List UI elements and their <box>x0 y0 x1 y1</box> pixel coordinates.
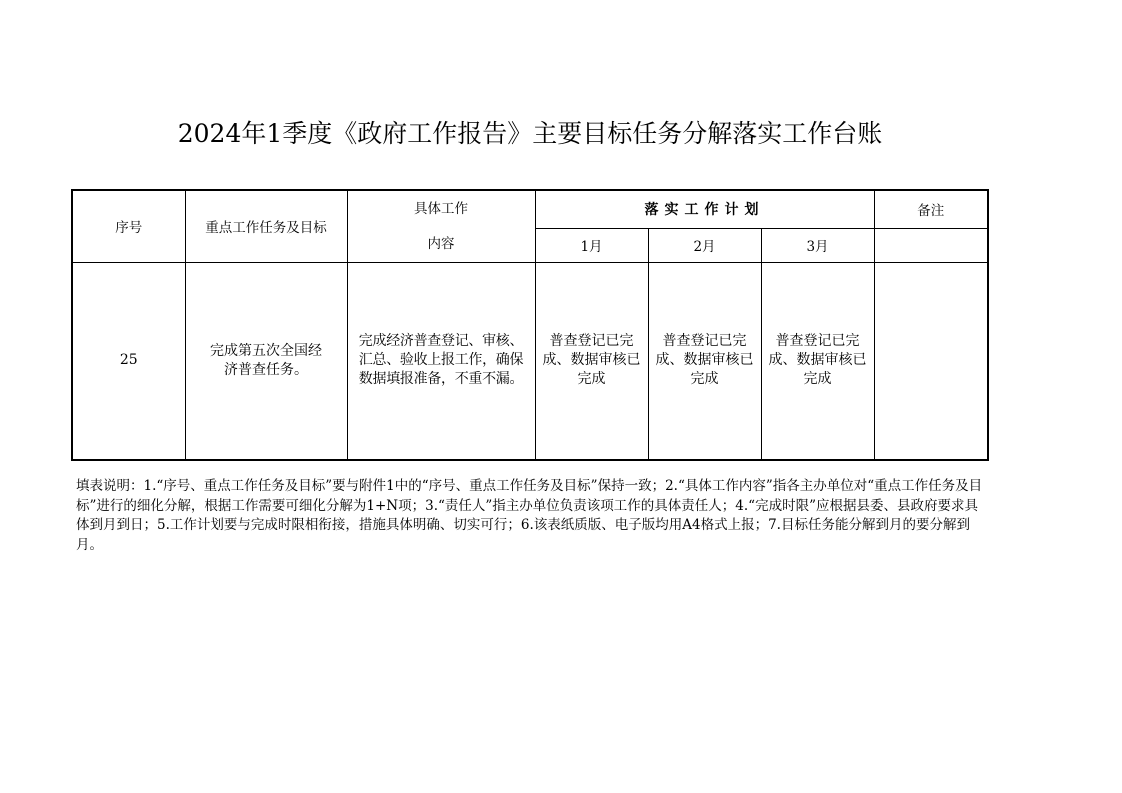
row-seq: 25 <box>72 262 185 460</box>
row-month-3: 普查登记已完成、数据审核已完成 <box>761 262 874 460</box>
header-month-2: 2月 <box>648 228 761 262</box>
header-content-bottom: 内容 <box>427 236 455 253</box>
header-remark-blank <box>874 228 988 262</box>
row-task: 完成第五次全国经济普查任务。 <box>185 262 347 460</box>
table-row <box>72 262 988 460</box>
header-row <box>72 190 988 228</box>
row-month-2: 普查登记已完成、数据审核已完成 <box>648 262 761 460</box>
task-ledger-table <box>71 189 989 461</box>
header-content <box>347 190 535 262</box>
header-task: 重点工作任务及目标 <box>185 190 347 262</box>
row-remark <box>874 262 988 460</box>
header-plan: 落实工作计划 <box>535 190 874 228</box>
row-month-1: 普查登记已完成、数据审核已完成 <box>535 262 648 460</box>
row-content: 完成经济普查登记、审核、汇总、验收上报工作，确保数据填报准备，不重不漏。 <box>347 262 535 460</box>
header-month-3: 3月 <box>761 228 874 262</box>
header-seq: 序号 <box>72 190 185 262</box>
header-content-top: 具体工作 <box>414 201 468 218</box>
header-remark: 备注 <box>874 190 988 228</box>
page-title: 2024年1季度《政府工作报告》主要目标任务分解落实工作台账 <box>177 119 883 148</box>
header-month-1: 1月 <box>535 228 648 262</box>
fill-instructions: 填表说明：1.“序号、重点工作任务及目标”要与附件1中的“序号、重点工作任务及目标”保持一致；2.“具体工作内容”指各主办单位对“重点工作任务及目标”进行的细化分解，根据工作需要可细化分解为1+N项；3.“责任人”指主办单位负责该项工作的具体责任人；4.“完成时限”应根据县委、县政府要求具体到月到日；5.工作计划要与完成时限相衔接，措施具体明确、切实可行；6.该表纸质版、电子版均用A4格式上报；7.目标任务能分解到月的要分解到月。 <box>76 478 983 553</box>
